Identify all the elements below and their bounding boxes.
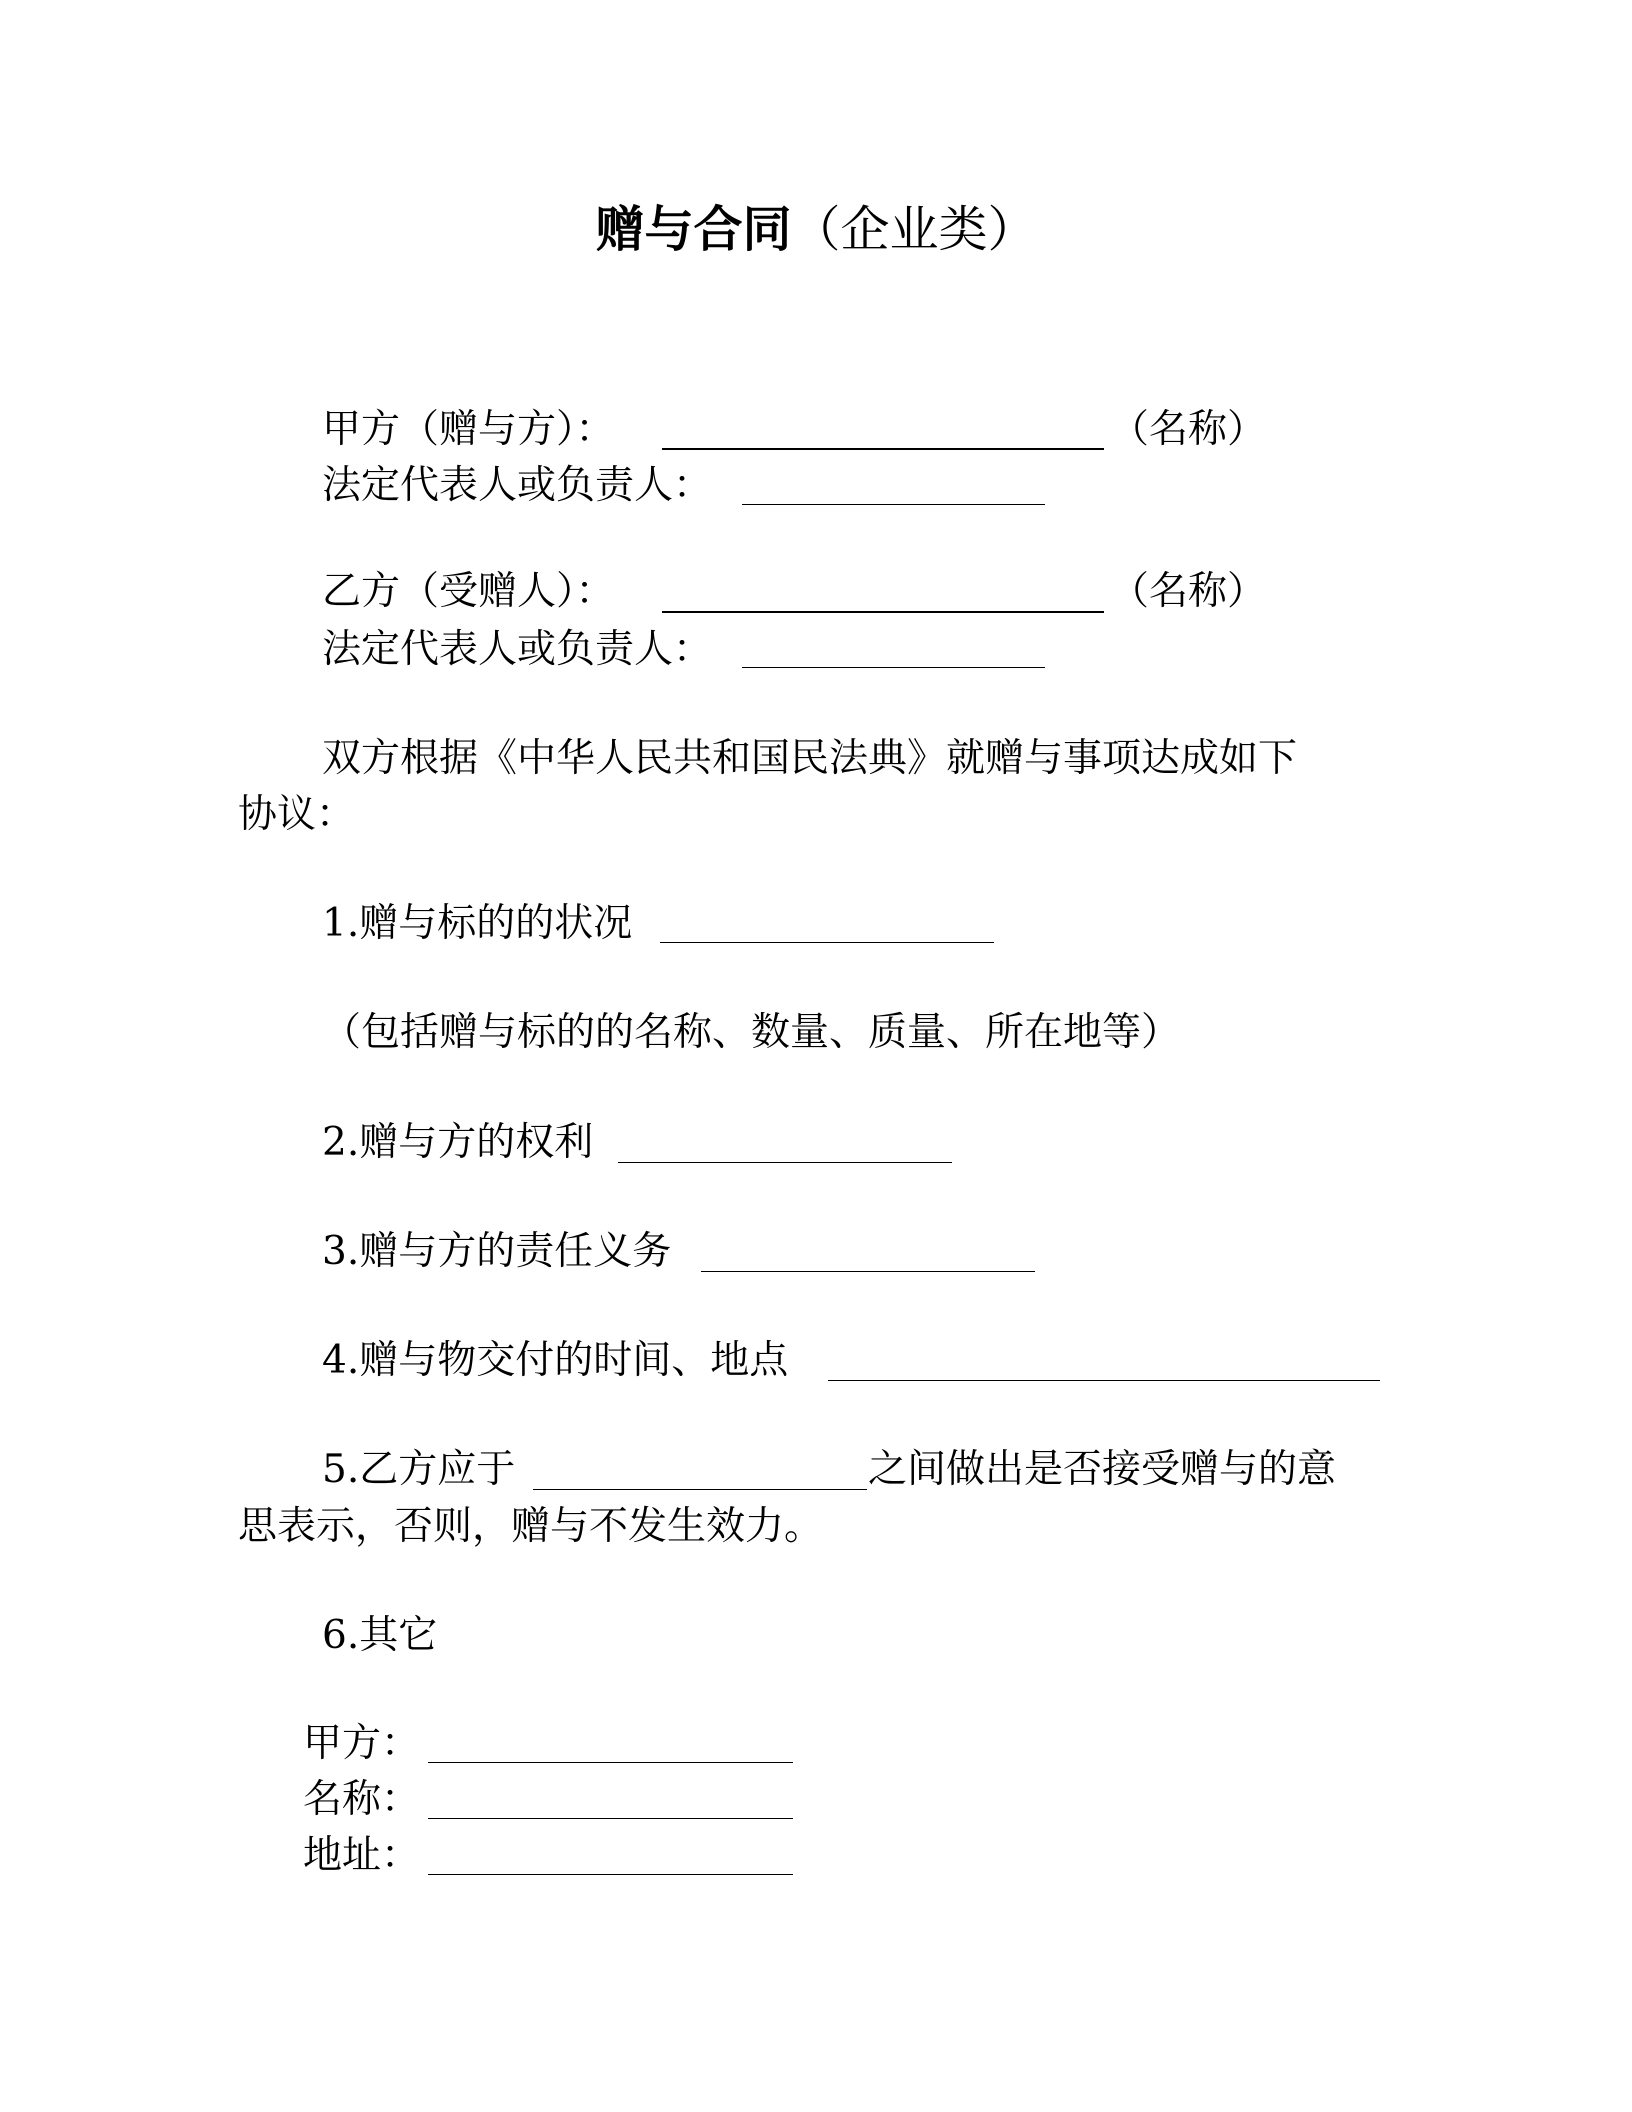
clause-1-field[interactable] [660, 942, 994, 943]
clause-1-note: （包括赠与标的的名称、数量、质量、所在地等） [322, 1010, 1181, 1055]
document-title [0, 196, 1632, 263]
signature-address-label: 地址： [303, 1833, 421, 1878]
title-main: 赠与合同 [595, 200, 792, 258]
clause-5-line-2: 思表示，否则，赠与不发生效力。 [238, 1504, 824, 1549]
signature-party-field[interactable] [428, 1762, 793, 1763]
clause-6-label: 6.其它 [322, 1613, 438, 1658]
clause-5-field[interactable] [533, 1489, 867, 1490]
party-b-name-field[interactable] [662, 611, 1104, 613]
party-b-rep-label: 法定代表人或负责人： [322, 627, 713, 672]
title-subtitle: （企业类） [791, 201, 1037, 258]
party-b-name-suffix: （名称） [1110, 569, 1267, 614]
clause-2-label: 2.赠与方的权利 [322, 1120, 594, 1165]
preamble-line-2: 协议： [238, 792, 356, 837]
signature-name-label: 名称： [303, 1777, 421, 1822]
party-b-label: 乙方（受赠人）： [322, 569, 615, 614]
clause-4-label: 4.赠与物交付的时间、地点 [322, 1338, 789, 1383]
clause-2-field[interactable] [618, 1162, 952, 1163]
signature-address-field[interactable] [428, 1874, 793, 1875]
clause-3-label: 3.赠与方的责任义务 [322, 1229, 672, 1274]
clause-1-label: 1.赠与标的的状况 [322, 901, 633, 946]
clause-5-text: 之间做出是否接受赠与的意 [868, 1447, 1337, 1492]
party-a-name-suffix: （名称） [1110, 407, 1267, 452]
party-a-rep-label: 法定代表人或负责人： [322, 463, 713, 508]
party-a-label: 甲方（赠与方）： [322, 407, 615, 452]
clause-3-field[interactable] [701, 1271, 1035, 1272]
clause-5-label: 5.乙方应于 [322, 1447, 516, 1492]
signature-name-field[interactable] [428, 1818, 793, 1819]
preamble-line-1: 双方根据《中华人民共和国民法典》就赠与事项达成如下 [322, 736, 1298, 781]
clause-4-field[interactable] [828, 1380, 1380, 1381]
party-b-rep-field[interactable] [742, 667, 1045, 668]
party-a-name-field[interactable] [662, 448, 1104, 450]
signature-party-label: 甲方： [303, 1721, 421, 1766]
party-a-rep-field[interactable] [742, 504, 1045, 505]
